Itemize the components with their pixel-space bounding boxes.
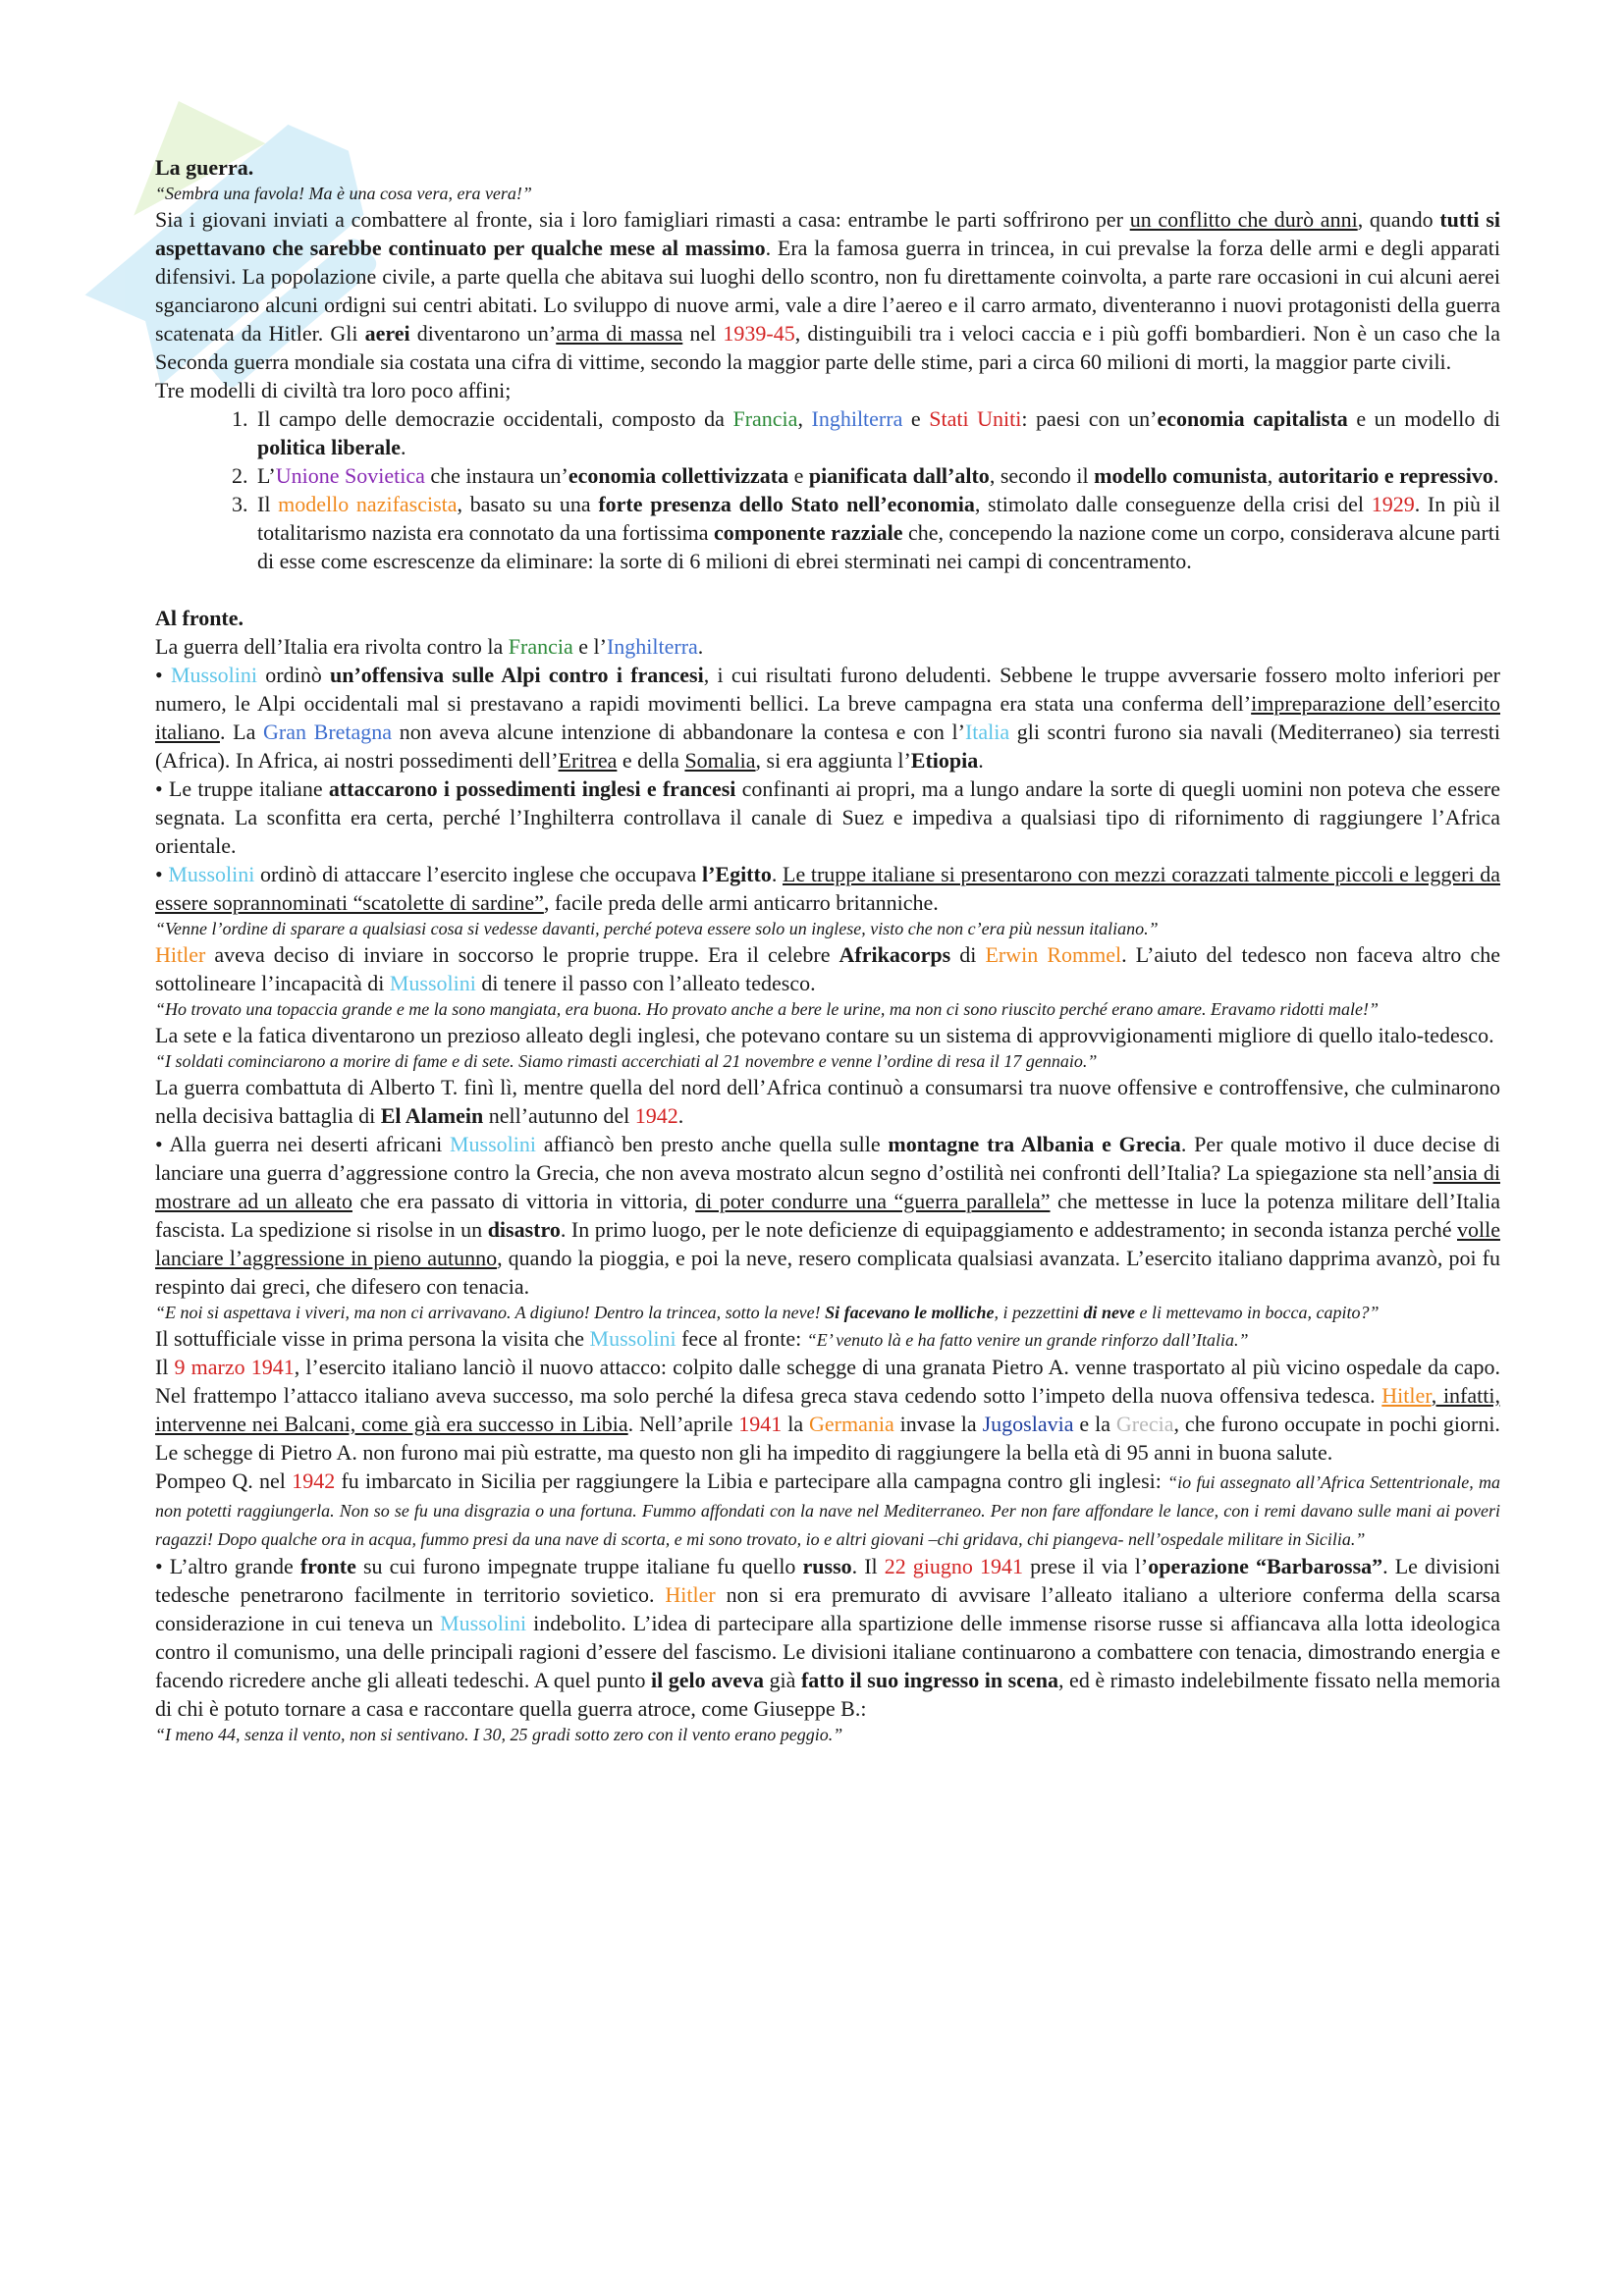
paragraph: La sete e la fatica diventarono un prezioso alleato degli inglesi, che potevano contare su un sistema di approvvigionamenti migliore di quello italo-tedesco. (155, 1023, 1494, 1047)
list-item: 3. Il modello nazifascista, basato su una forte presenza dello Stato nell’economia, stimolato dalle conseguenze della crisi del 1929. In più il totalitarismo nazista era connotato da una fortissima componente razziale che, concependo la nazione come un corpo, considerava alcune parti di esse come escrescenze da eliminare: la sorte di 6 milioni di ebrei sterminati nei campi di concentramento. (253, 490, 1500, 575)
paragraph: Il sottufficiale visse in prima persona la visita che Mussolini fece al fronte: “E’ venuto là e ha fatto venire un grande rinforzo dall’Italia.” (155, 1326, 1249, 1351)
document-page (155, 153, 1500, 1746)
quote: “Venne l’ordine di sparare a qualsiasi cosa si vedesse davanti, perché poteva essere solo un inglese, visto che non c’era più nessun italiano.” (155, 919, 1159, 938)
paragraph: Hitler aveva deciso di inviare in soccorso le proprie truppe. Era il celebre Afrikacorps di Erwin Rommel. L’aiuto del tedesco non faceva altro che sottolineare l’incapacità di Mussolini di tenere il passo con l’alleato tedesco. (155, 942, 1500, 995)
quote: “E noi si aspettava i viveri, ma non ci arrivavano. A digiuno! Dentro la trincea, sotto la neve! Si facevano le molliche, i pezzettini di neve e li mettevamo in bocca, capito?” (155, 1303, 1380, 1322)
paragraph: • Le truppe italiane attaccarono i possedimenti inglesi e francesi confinanti ai propri, ma a lungo andare la sorte di quegli uomini non poteva che essere segnata. La sconfitta era certa, perché l’Inghilterra controllava il canale di Suez e impediva a qualsiasi tipo di rifornimento di raggiungere l’Africa orientale. (155, 776, 1501, 858)
paragraph: • Alla guerra nei deserti africani Mussolini affiancò ben presto anche quella sulle montagne tra Albania e Grecia. Per quale motivo il duce decise di lanciare una guerra d’aggressione contro la Grecia, che non aveva mostrato alcun segno d’ostilità nei confronti dell’Italia? La spiegazione sta nell’ansia di mostrare ad un alleato che era passato di vittoria in vittoria, di poter condurre una “guerra parallela” che mettesse in luce la potenza militare dell’Italia fascista. La spedizione si risolse in un disastro. In primo luogo, per le note deficienze di equipaggiamento e addestramento; in seconda istanza perché volle lanciare l’aggressione in pieno autunno, quando la pioggia, e poi la neve, resero complicata qualsiasi avanzata. L’esercito italiano dapprima avanzò, poi fu respinto dai greci, che difesero con tenacia. (155, 1132, 1501, 1299)
paragraph-models: Tre modelli di civiltà tra loro poco affini; (155, 378, 512, 402)
paragraph: La guerra dell’Italia era rivolta contro la Francia e l’Inghilterra. (155, 634, 704, 659)
list-item: 2. L’Unione Sovietica che instaura un’economia collettivizzata e pianificata dall’alto, secondo il modello comunista, autoritario e repressivo. (253, 461, 1500, 490)
paragraph-intro: Sia i giovani inviati a combattere al fronte, sia i loro famigliari rimasti a casa: entrambe le parti soffrirono per un conflitto che durò anni, quando tutti si aspettavano che sarebbe continuato per qualche mese al massimo. Era la famosa guerra in trincea, in cui prevalse la forza delle armi e degli apparati difensivi. La popolazione civile, a parte quella che abitava sui luoghi dello scontro, non fu direttamente coinvolta, a parte rare occasioni in cui alcuni aerei sganciarono alcuni ordigni sui centri abitati. Lo sviluppo di nuove armi, vale a dire l’aereo e il carro armato, diventeranno i nuovi protagonisti della guerra scatenata da Hitler. Gli aerei diventarono un’arma di massa nel 1939-45, distinguibili tra i veloci caccia e i più goffi bombardieri. Non è un caso che la Seconda guerra mondiale sia costata una cifra di vittime, secondo la maggior parte delle stime, pari a circa 60 milioni di morti, la maggior parte civili. (155, 207, 1500, 374)
section-title-al-fronte: Al fronte. (155, 606, 244, 630)
paragraph: Il 9 marzo 1941, l’esercito italiano lanciò il nuovo attacco: colpito dalle schegge di una granata Pietro A. venne trasportato al più vicino ospedale da capo. Nel frattempo l’attacco italiano aveva successo, ma solo perché la difesa greca stava cedendo sotto l’impeto della nuova offensiva tedesca. Hitler, infatti, intervenne nei Balcani, come già era successo in Libia. Nell’aprile 1941 la Germania invase la Jugoslavia e la Grecia, che furono occupate in pochi giorni. Le schegge di Pietro A. non furono mai più estratte, ma questo non gli ha impedito di raggiungere la bella età di 95 anni in buona salute. (155, 1355, 1500, 1465)
quote: “I meno 44, senza il vento, non si sentivano. I 30, 25 gradi sotto zero con il vento erano peggio.” (155, 1725, 843, 1744)
quote: “Ho trovato una topaccia grande e me la sono mangiata, era buona. Ho provato anche a bere le urine, ma non ci sono riuscito perché erano amare. Eravamo ridotti male!” (155, 999, 1380, 1019)
paragraph: • Mussolini ordinò un’offensiva sulle Alpi contro i francesi, i cui risultati furono deludenti. Sebbene le truppe avversarie fossero molto inferiori per numero, le Alpi occidentali mal si prestavano a rapidi movimenti bellici. La breve campagna era stata una conferma dell’impreparazione dell’esercito italiano. La Gran Bretagna non aveva alcune intenzione di abbandonare la contesa e con l’Italia gli scontri furono sia navali (Mediterraneo) sia terresti (Africa). In Africa, ai nostri possedimenti dell’Eritrea e della Somalia, si era aggiunta l’Etiopia. (155, 663, 1501, 773)
paragraph: • Mussolini ordinò di attaccare l’esercito inglese che occupava l’Egitto. Le truppe italiane si presentarono con mezzi corazzati talmente piccoli e leggeri da essere soprannominati “scatolette di sardine”, facile preda delle armi anticarro britanniche. (155, 862, 1501, 915)
paragraph: La guerra combattuta di Alberto T. finì lì, mentre quella del nord dell’Africa continuò a consumarsi tra nuove offensive e controffensive, che culminarono nella decisiva battaglia di El Alamein nell’autunno del 1942. (155, 1075, 1500, 1128)
paragraph: Pompeo Q. nel 1942 fu imbarcato in Sicilia per raggiungere la Libia e partecipare alla campagna contro gli inglesi: “io fui assegnato all’Africa Settentrionale, ma non potetti raggiungerla. Non so se fu una disgrazia o una fortuna. Fummo affondati con la nave nel Mediterraneo. Per non fare affondare le lance, con i remi davano sulle mani ai poveri ragazzi! Dopo qualche ora in acqua, fummo presi da una nave di scorta, e mi sono trovato, io e altri giovani –chi gridava, chi piangeva- nell’ospedale militare in Sicilia.” (155, 1468, 1500, 1549)
paragraph: • L’altro grande fronte su cui furono impegnate truppe italiane fu quello russo. Il 22 giugno 1941 prese il via l’operazione “Barbarossa”. Le divisioni tedesche penetrarono facilmente in territorio sovietico. Hitler non si era premurato di avvisare l’alleato italiano a ulteriore conferma della scarsa considerazione in cui teneva un Mussolini indebolito. L’idea di partecipare alla spartizione delle immense risorse russe si affiancava alla lotta ideologica contro il comunismo, una delle principali ragioni d’essere del fascismo. Le divisioni italiane continuarono a combattere con tenacia, dimostrando energia e facendo ricredere anche gli alleati tedeschi. A quel punto il gelo aveva già fatto il suo ingresso in scena, ed è rimasto indelebilmente fissato nella memoria di chi è potuto tornare a casa e raccontare quella guerra atroce, come Giuseppe B.: (155, 1554, 1501, 1721)
list-item: 1. Il campo delle democrazie occidentali, composto da Francia, Inghilterra e Stati Uniti: paesi con un’economia capitalista e un modello di politica liberale. (253, 404, 1500, 461)
quote: “I soldati cominciarono a morire di fame e di sete. Siamo rimasti accerchiati al 21 novembre e venne l’ordine di resa il 17 gennaio.” (155, 1051, 1098, 1071)
intro-quote: “Sembra una favola! Ma è una cosa vera, era vera!” (155, 184, 532, 203)
models-list (155, 404, 1500, 575)
section-title-la-guerra: La guerra. (155, 155, 254, 180)
